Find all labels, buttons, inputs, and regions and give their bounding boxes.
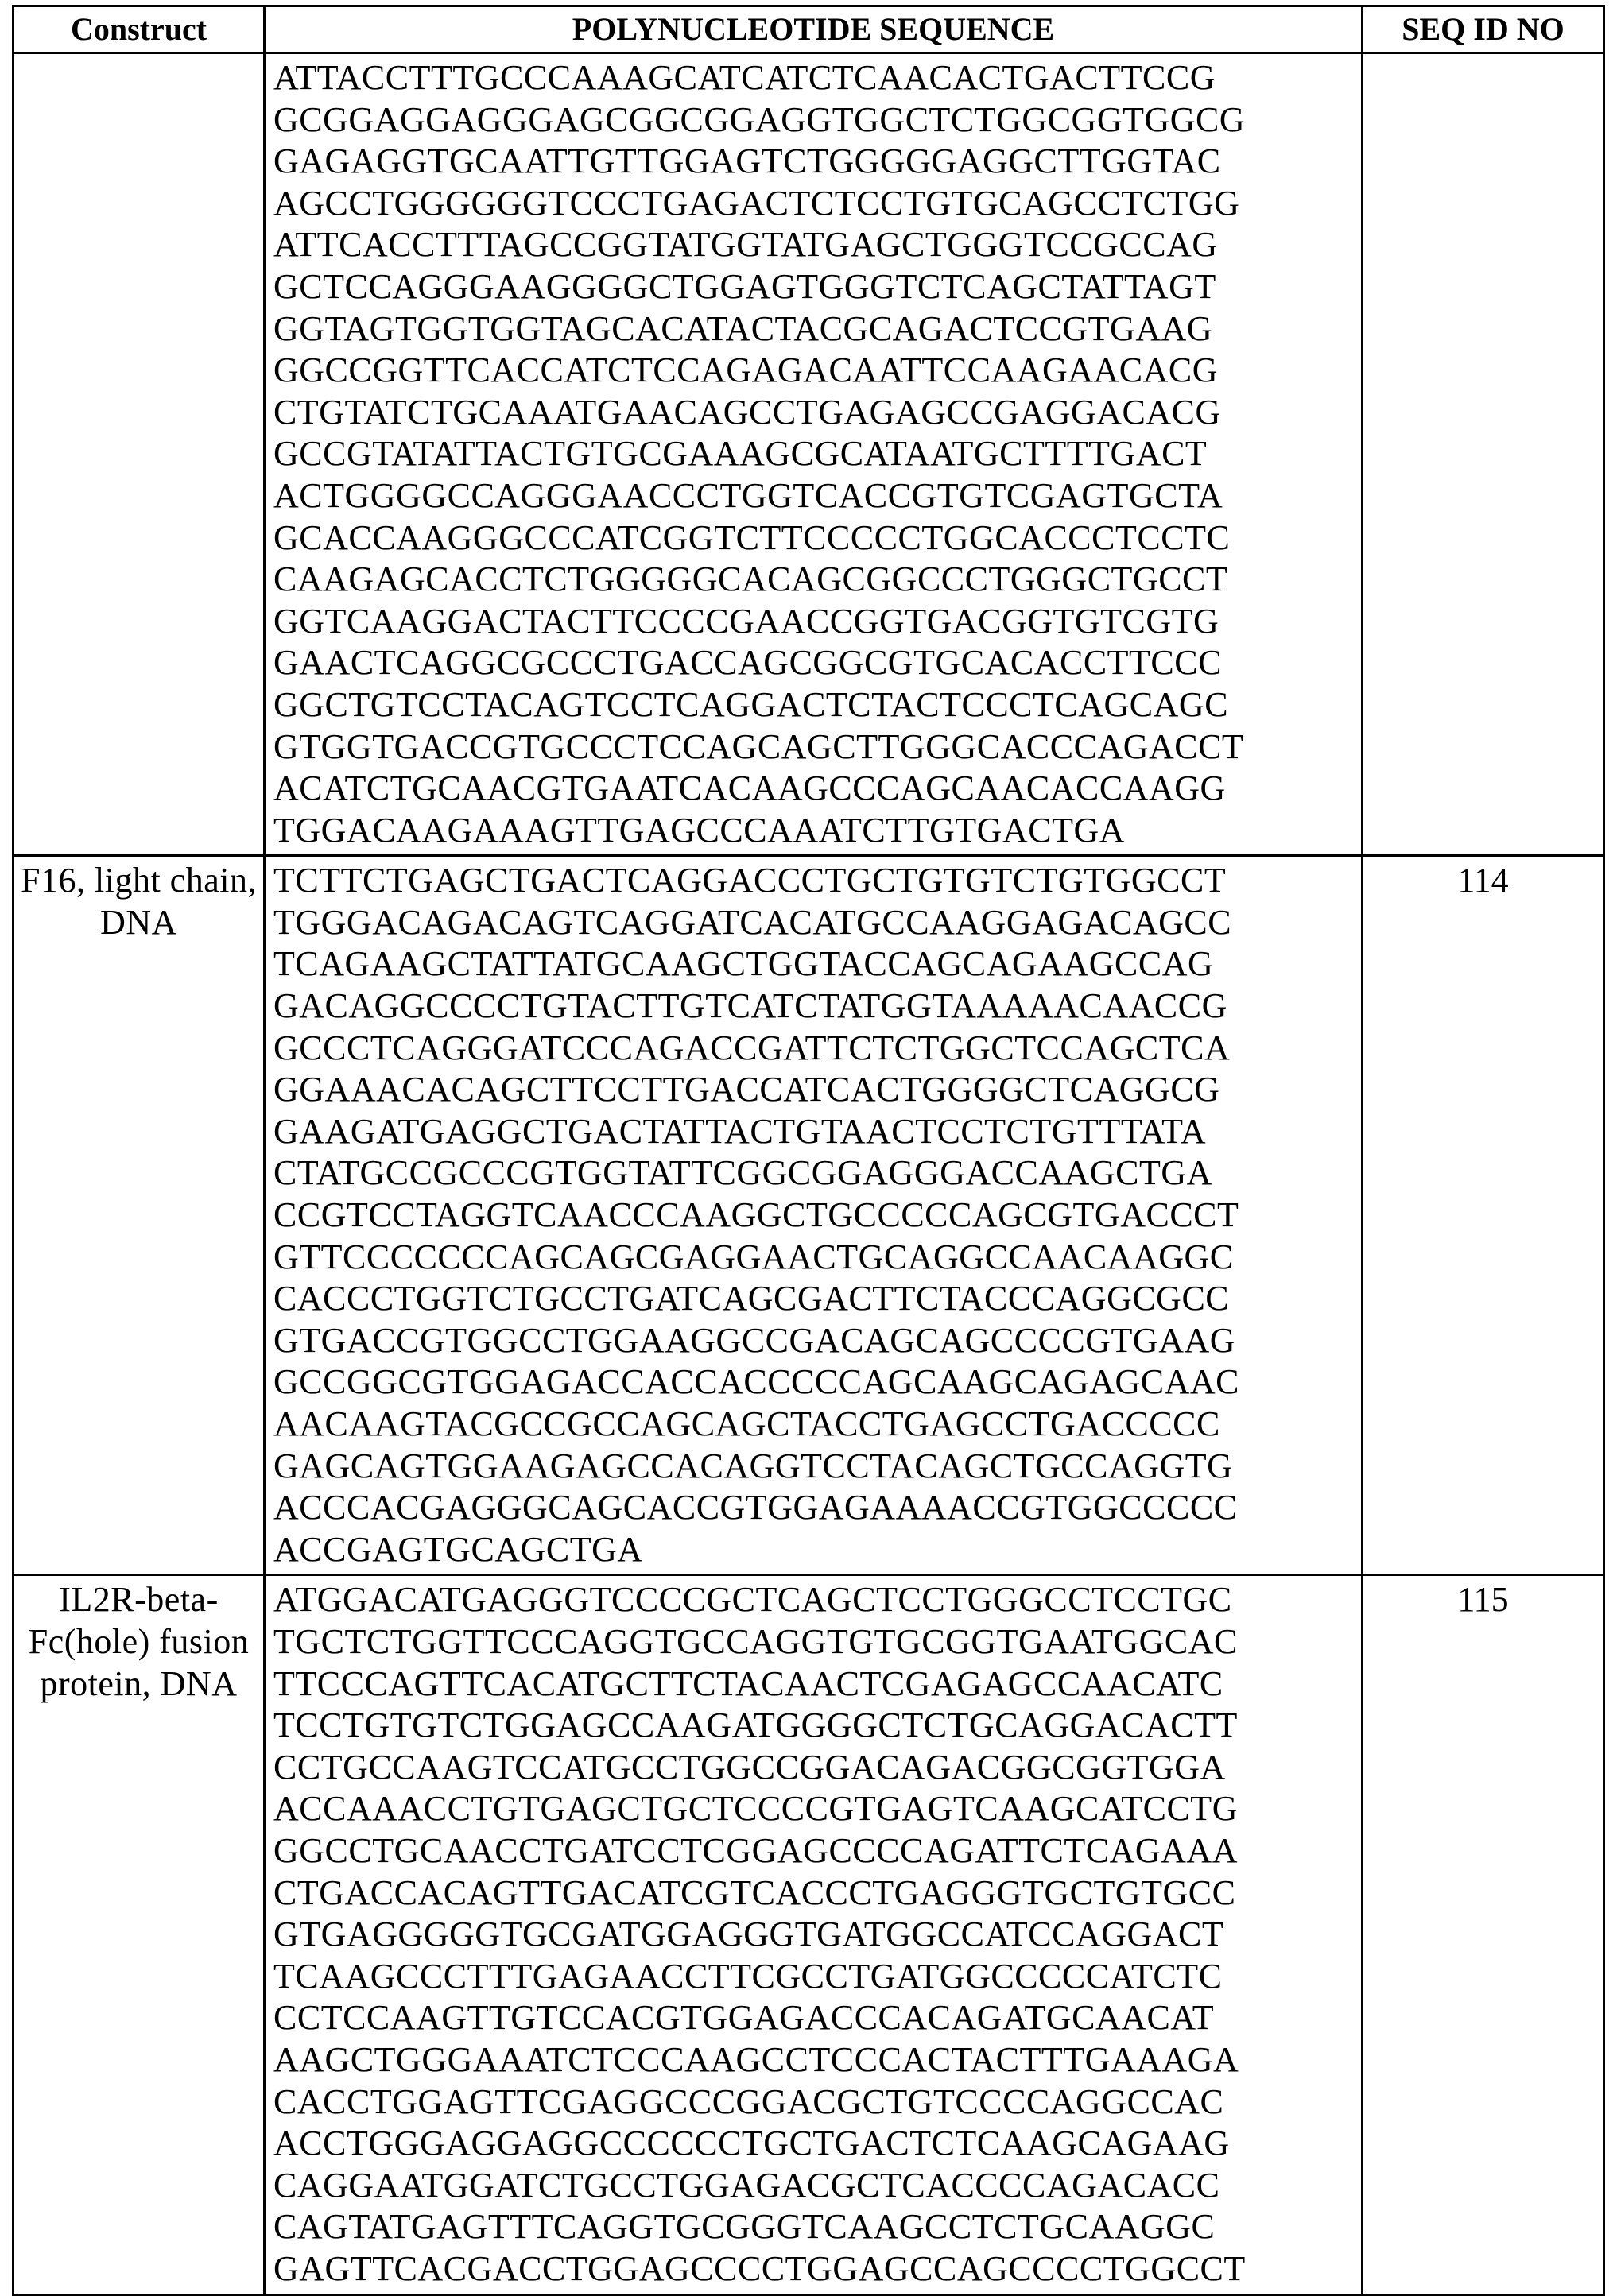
sequence-line: CCTGCCAAGTCCATGCCTGGCCGGACAGACGGCGGTGGA (273, 1747, 1361, 1789)
sequence-line: CTATGCCGCCCGTGGTATTCGGCGGAGGGACCAAGCTGA (273, 1152, 1361, 1194)
sequence-line: GAAGATGAGGCTGACTATTACTGTAACTCCTCTGTTTATA (273, 1111, 1361, 1153)
sequence-line: GCCGTATATTACTGTGCGAAAGCGCATAATGCTTTTGACT (273, 433, 1361, 475)
sequence-line: GTGGTGACCGTGCCCTCCAGCAGCTTGGGCACCCAGACCT (273, 726, 1361, 769)
table-row (14, 1575, 1604, 2295)
sequence-line: ATGGACATGAGGGTCCCCGCTCAGCTCCTGGGCCTCCTGC (273, 1579, 1361, 1621)
sequence-table (12, 5, 1605, 2296)
sequence-line: AAGCTGGGAAATCTCCCAAGCCTCCCACTACTTTGAAAGA (273, 2039, 1361, 2081)
sequence-line: TCAGAAGCTATTATGCAAGCTGGTACCAGCAGAAGCCAG (273, 943, 1361, 985)
sequence-cell (265, 1575, 1363, 2295)
sequence-line: GCCCTCAGGGATCCCAGACCGATTCTCTGGCTCCAGCTCA (273, 1028, 1361, 1070)
construct-label-line: F16, light chain, (14, 860, 263, 902)
sequence-line: GAGTTCACGACCTGGAGCCCCTGGAGCCAGCCCCTGGCCT (273, 2248, 1361, 2290)
sequence-line: ATTCACCTTTAGCCGGTATGGTATGAGCTGGGTCCGCCAG (273, 224, 1361, 266)
seq-id-cell (1363, 53, 1604, 856)
sequence-line: GAGCAGTGGAAGAGCCACAGGTCCTACAGCTGCCAGGTG (273, 1446, 1361, 1488)
sequence-cell (265, 53, 1363, 856)
sequence-line: AGCCTGGGGGGTCCCTGAGACTCTCCTGTGCAGCCTCTGG (273, 183, 1361, 225)
sequence-line: ACCGAGTGCAGCTGA (273, 1529, 1361, 1571)
sequence-line: GTGACCGTGGCCTGGAAGGCCGACAGCAGCCCCGTGAAG (273, 1320, 1361, 1362)
sequence-line: TGCTCTGGTTCCCAGGTGCCAGGTGTGCGGTGAATGGCAC (273, 1621, 1361, 1663)
table-row (14, 53, 1604, 856)
sequence-line: GCTCCAGGGAAGGGGCTGGAGTGGGTCTCAGCTATTAGT (273, 266, 1361, 308)
sequence-line: GGTCAAGGACTACTTCCCCGAACCGGTGACGGTGTCGTG (273, 601, 1361, 643)
header-row (14, 6, 1604, 53)
sequence-line: CAGGAATGGATCTGCCTGGAGACGCTCACCCCAGACACC (273, 2165, 1361, 2207)
header-sequence: POLYNUCLEOTIDE SEQUENCE (265, 6, 1363, 53)
sequence-line: GGAAACACAGCTTCCTTGACCATCACTGGGGCTCAGGCG (273, 1069, 1361, 1111)
sequence-line: ACTGGGGCCAGGGAACCCTGGTCACCGTGTCGAGTGCTA (273, 475, 1361, 517)
sequence-line: CACCTGGAGTTCGAGGCCCGGACGCTGTCCCCAGGCCAC (273, 2081, 1361, 2124)
sequence-line: GAACTCAGGCGCCCTGACCAGCGGCGTGCACACCTTCCC (273, 642, 1361, 684)
sequence-line: CAAGAGCACCTCTGGGGGCACAGCGGCCCTGGGCTGCCT (273, 559, 1361, 601)
construct-cell (14, 53, 265, 856)
sequence-line: GCACCAAGGGCCCATCGGTCTTCCCCCTGGCACCCTCCTC (273, 517, 1361, 559)
sequence-line: GTTCCCCCCCAGCAGCGAGGAACTGCAGGCCAACAAGGC (273, 1237, 1361, 1279)
table-row (14, 856, 1604, 1575)
header-seq-id: SEQ ID NO (1363, 6, 1604, 53)
sequence-line: TCTTCTGAGCTGACTCAGGACCCTGCTGTGTCTGTGGCCT (273, 860, 1361, 902)
sequence-line: ACCCACGAGGGCAGCACCGTGGAGAAAACCGTGGCCCCC (273, 1487, 1361, 1529)
sequence-line: ATTACCTTTGCCCAAAGCATCATCTCAACACTGACTTCCG (273, 57, 1361, 99)
sequence-line: CTGTATCTGCAAATGAACAGCCTGAGAGCCGAGGACACG (273, 392, 1361, 434)
header-construct: Construct (14, 6, 265, 53)
construct-cell (14, 856, 265, 1575)
sequence-line: CTGACCACAGTTGACATCGTCACCCTGAGGGTGCTGTGCC (273, 1872, 1361, 1915)
sequence-line: GCCGGCGTGGAGACCACCACCCCCAGCAAGCAGAGCAAC (273, 1361, 1361, 1404)
sequence-cell (265, 856, 1363, 1575)
construct-cell (14, 1575, 265, 2295)
sequence-line: GGCTGTCCTACAGTCCTCAGGACTCTACTCCCTCAGCAGC (273, 684, 1361, 726)
sequence-line: TGGACAAGAAAGTTGAGCCCAAATCTTGTGACTGA (273, 810, 1361, 852)
construct-label-line: Fc(hole) fusion (14, 1621, 263, 1663)
sequence-line: TGGGACAGACAGTCAGGATCACATGCCAAGGAGACAGCC (273, 902, 1361, 944)
sequence-line: GACAGGCCCCTGTACTTGTCATCTATGGTAAAAACAACCG (273, 985, 1361, 1028)
sequence-line: TTCCCAGTTCACATGCTTCTACAACTCGAGAGCCAACATC (273, 1663, 1361, 1706)
sequence-line: CCTCCAAGTTGTCCACGTGGAGACCCACAGATGCAACAT (273, 1997, 1361, 2039)
sequence-line: AACAAGTACGCCGCCAGCAGCTACCTGAGCCTGACCCCC (273, 1404, 1361, 1446)
sequence-line: ACCAAACCTGTGAGCTGCTCCCCGTGAGTCAAGCATCCTG (273, 1788, 1361, 1830)
seq-id-cell: 114 (1363, 856, 1604, 1575)
sequence-line: GGCCTGCAACCTGATCCTCGGAGCCCCAGATTCTCAGAAA (273, 1830, 1361, 1872)
construct-label-line: DNA (14, 902, 263, 944)
sequence-line: GGCCGGTTCACCATCTCCAGAGACAATTCCAAGAACACG (273, 350, 1361, 392)
sequence-line: ACCTGGGAGGAGGCCCCCCTGCTGACTCTCAAGCAGAAG (273, 2123, 1361, 2165)
sequence-line: GTGAGGGGGTGCGATGGAGGGTGATGGCCATCCAGGACT (273, 1914, 1361, 1956)
sequence-line: TCCTGTGTCTGGAGCCAAGATGGGGCTCTGCAGGACACTT (273, 1705, 1361, 1747)
sequence-line: GGTAGTGGTGGTAGCACATACTACGCAGACTCCGTGAAG (273, 308, 1361, 350)
sequence-line: TCAAGCCCTTTGAGAACCTTCGCCTGATGGCCCCCATCTC (273, 1956, 1361, 1998)
construct-label-line: protein, DNA (14, 1663, 263, 1706)
sequence-line: GCGGAGGAGGGAGCGGCGGAGGTGGCTCTGGCGGTGGCG (273, 99, 1361, 141)
seq-id-cell: 115 (1363, 1575, 1604, 2295)
sequence-line: GAGAGGTGCAATTGTTGGAGTCTGGGGGAGGCTTGGTAC (273, 141, 1361, 183)
sequence-line: CAGTATGAGTTTCAGGTGCGGGTCAAGCCTCTGCAAGGC (273, 2206, 1361, 2248)
construct-label-line: IL2R-beta- (14, 1579, 263, 1621)
sequence-line: ACATCTGCAACGTGAATCACAAGCCCAGCAACACCAAGG (273, 768, 1361, 810)
sequence-line: CCGTCCTAGGTCAACCCAAGGCTGCCCCCAGCGTGACCCT (273, 1194, 1361, 1237)
sequence-line: CACCCTGGTCTGCCTGATCAGCGACTTCTACCCAGGCGCC (273, 1278, 1361, 1320)
